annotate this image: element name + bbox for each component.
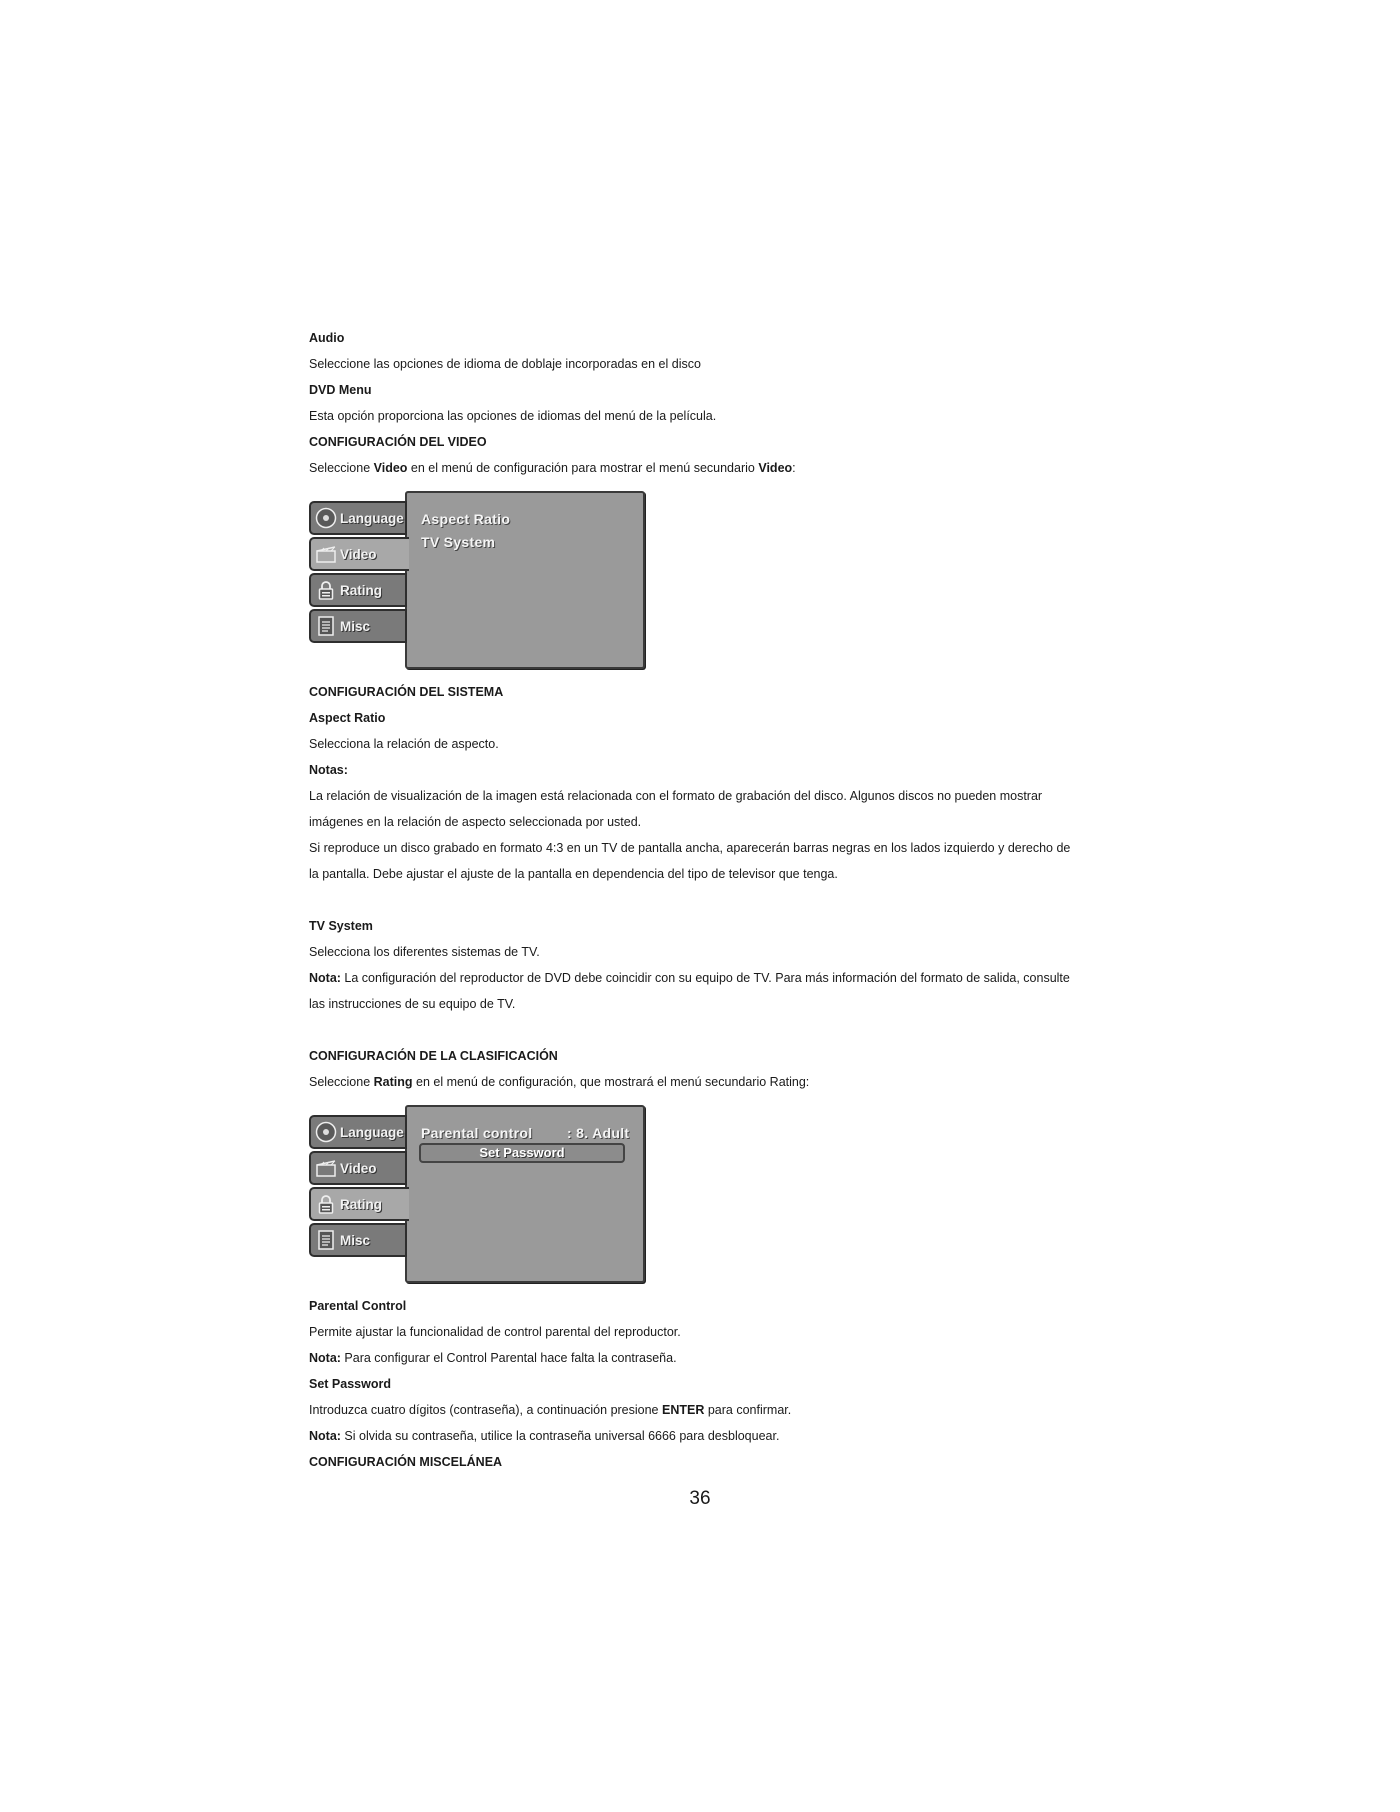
disc-icon (315, 507, 337, 529)
osd-tab-label: Language (340, 1124, 404, 1140)
heading-set-password: Set Password (309, 1377, 391, 1391)
osd-tab-label: Rating (340, 582, 382, 598)
osd-tab-label: Misc (340, 618, 371, 634)
osd-tab-rating (309, 1187, 409, 1221)
heading-tv-system: TV System (309, 919, 373, 933)
heading-aspect-ratio: Aspect Ratio (309, 711, 386, 725)
document-icon (315, 1229, 337, 1251)
osd-option-aspect-ratio: Aspect Ratio (421, 511, 511, 527)
text-notas-4: la pantalla. Debe ajustar el ajuste de la pantalla en dependencia del tipo de televisor que tenga. (309, 867, 838, 881)
osd-tab-video (309, 537, 409, 571)
osd-tab-label: Video (340, 1160, 377, 1176)
text-tv-system: Selecciona los diferentes sistemas de TV. (309, 945, 540, 959)
heading-audio: Audio (309, 331, 345, 345)
text-config-rating: Seleccione Rating en el menú de configuración, que mostrará el menú secundario Rating: (309, 1075, 810, 1089)
osd-tab-language (309, 501, 407, 535)
osd-parental-value: : 8. Adult (567, 1125, 630, 1141)
heading-config-video: CONFIGURACIÓN DEL VIDEO (309, 435, 487, 449)
text-tv-system-nota: Nota: La configuración del reproductor de DVD debe coincidir con su equipo de TV. Para más información del formato de salida, consulte (309, 971, 1070, 985)
heading-notas: Notas: (309, 763, 348, 777)
osd-tab-misc (309, 609, 407, 643)
text-notas-3: Si reproduce un disco grabado en formato 4:3 en un TV de pantalla ancha, aparecerán barras negras en los lados izquierdo y derecho de (309, 841, 1071, 855)
heading-config-misc: CONFIGURACIÓN MISCELÁNEA (309, 1455, 503, 1469)
osd-tab-label: Language (340, 510, 404, 526)
osd-rating-menu (309, 1105, 645, 1283)
osd-option-tv-system: TV System (421, 534, 496, 550)
text-parental-nota: Nota: Para configurar el Control Parental hace falta la contraseña. (309, 1351, 677, 1365)
osd-tab-label: Misc (340, 1232, 371, 1248)
lock-icon (315, 1193, 337, 1215)
osd-parental-label: Parental control (421, 1125, 533, 1141)
manual-page-content (309, 325, 1089, 1475)
osd-tab-language (309, 1115, 407, 1149)
osd-panel (405, 491, 645, 669)
osd-tab-rating (309, 573, 407, 607)
text-parental-control: Permite ajustar la funcionalidad de control parental del reproductor. (309, 1325, 681, 1339)
text-notas-1: La relación de visualización de la imagen está relacionada con el formato de grabación del disco. Algunos discos no pueden mostrar (309, 789, 1043, 803)
text-config-video: Seleccione Video en el menú de configuración para mostrar el menú secundario Video: (309, 461, 796, 475)
lock-icon (315, 579, 337, 601)
text-audio: Seleccione las opciones de idioma de doblaje incorporadas en el disco (309, 357, 701, 371)
osd-video-menu (309, 491, 645, 669)
heading-dvd-menu: DVD Menu (309, 383, 372, 397)
heading-parental-control: Parental Control (309, 1299, 407, 1313)
text-set-password: Introduzca cuatro dígitos (contraseña), a continuación presione ENTER para confirmar. (309, 1403, 792, 1417)
osd-panel (405, 1105, 645, 1283)
page-number: 36 (689, 1488, 711, 1509)
heading-config-rating: CONFIGURACIÓN DE LA CLASIFICACIÓN (309, 1049, 558, 1063)
osd-tab-label: Video (340, 546, 377, 562)
disc-icon (315, 1121, 337, 1143)
osd-tab-video (309, 1151, 407, 1185)
text-notas-2: imágenes en la relación de aspecto seleccionada por usted. (309, 815, 642, 829)
document-icon (315, 615, 337, 637)
osd-set-password-button: Set Password (419, 1143, 625, 1163)
text-set-password-nota: Nota: Si olvida su contraseña, utilice la contraseña universal 6666 para desbloquear. (309, 1429, 780, 1443)
text-aspect-ratio: Selecciona la relación de aspecto. (309, 737, 499, 751)
osd-tab-label: Rating (340, 1196, 382, 1212)
clapper-icon (315, 1157, 337, 1179)
osd-tab-misc (309, 1223, 407, 1257)
clapper-icon (315, 543, 337, 565)
heading-config-system: CONFIGURACIÓN DEL SISTEMA (309, 685, 504, 699)
text-tv-system-nota-2: las instrucciones de su equipo de TV. (309, 997, 516, 1011)
text-dvd-menu: Esta opción proporciona las opciones de idiomas del menú de la película. (309, 409, 717, 423)
